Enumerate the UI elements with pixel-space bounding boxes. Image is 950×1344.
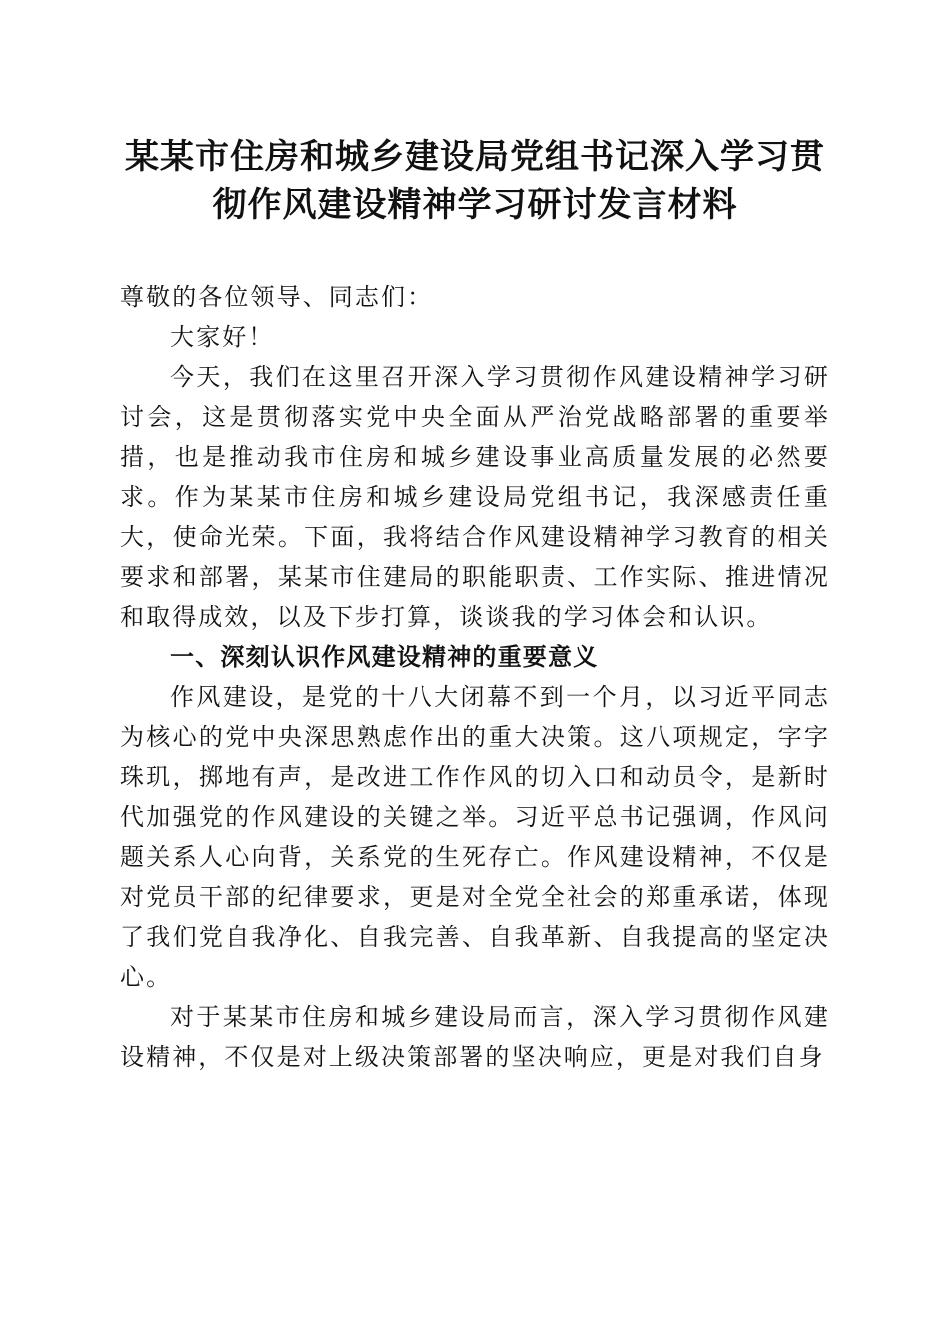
title-line-2: 彻作风建设精神学习研讨发言材料 [212, 185, 738, 225]
salutation: 尊敬的各位领导、同志们： [120, 283, 434, 311]
section1-paragraph-1: 作风建设，是党的十八大闭幕不到一个月，以习近平同志为核心的党中央深思熟虑作出的重大决策。这八项规定，字字珠玑，掷地有声，是改进工作作风的切入口和动员令，是新时代加强党的作风建设的关键之举。习近平总书记强调，作风问题关系人心向背，关系党的生死存亡。作风建设精神，不仅是对党员干部的纪律要求，更是对全党全社会的郑重承诺，体现了我们党自我净化、自我完善、自我革新、自我提高的坚定决心。 [120, 683, 830, 991]
section-heading: 一、深刻认识作风建设精神的重要意义 [170, 643, 599, 671]
greeting: 大家好！ [170, 323, 275, 351]
intro-paragraph: 今天，我们在这里召开深入学习贯彻作风建设精神学习研讨会，这是贯彻落实党中央全面从严治党战略部署的重要举措，也是推动我市住房和城乡建设事业高质量发展的必然要求。作为某某市住房和城乡建设局党组书记，我深感责任重大，使命光荣。下面，我将结合作风建设精神学习教育的相关要求和部署，某某市住建局的职能职责、工作实际、推进情况和取得成效，以及下步打算，谈谈我的学习体会和认识。 [120, 363, 830, 631]
document-body [120, 277, 830, 1077]
title-line-1: 某某市住房和城乡建设局党组书记深入学习贯 [125, 137, 825, 177]
document-title [110, 133, 840, 229]
section1-paragraph-2: 对于某某市住房和城乡建设局而言，深入学习贯彻作风建设精神，不仅是对上级决策部署的坚决响应，更是对我们自身 [120, 1003, 830, 1071]
